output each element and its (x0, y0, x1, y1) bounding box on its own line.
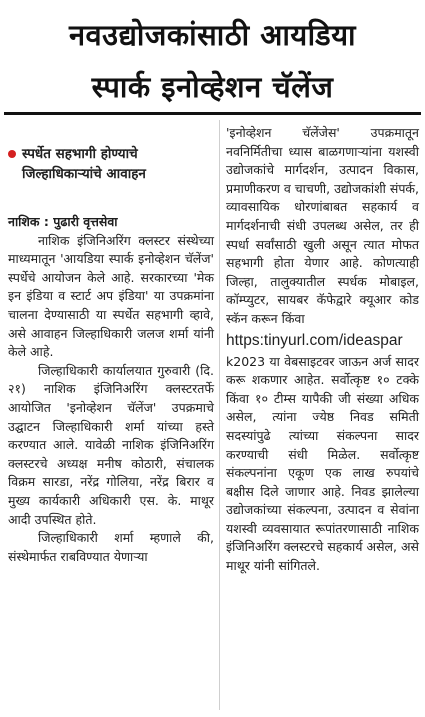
column-divider (219, 120, 220, 710)
right-paragraph-1: 'इनोव्हेशन चॅलेंजेस' उपक्रमातून नवनिर्मितीचा ध्यास बाळगणाऱ्यांना यशस्वी उद्योजकांचे मार्गदर्शन, उत्पादन विकास, प्रमाणीकरण व चाचणी, उद्योजकांशी संपर्क, व्यावसायिक धोरणांबाबत सहकार्य व मार्गदर्शनाची संधी उपलब्ध असेल, तर ही स्पर्धा सर्वांसाठी खुली असून त्यात मोफत सहभागी होता येणार आहे. कोणत्याही जिल्हा, तालुक्यातील स्पर्धक मोबाइल, कॉम्प्युटर, सायबर कॅफेद्वारे क्यूआर कोड स्कॅन करून किंवा (226, 125, 419, 326)
subheading-line-1: स्पर्धेत सहभागी होण्याचे (22, 146, 138, 162)
left-paragraph-1: नाशिक इंजिनिअरिंग क्लस्टर संस्थेच्या माध्यमातून 'आयडिया स्पार्क इनोव्हेशन चॅलेंज' स्पर्धेचे आयोजन केले आहे. सरकारच्या 'मेक इन इंडिया व स्टार्ट अप इंडिया' या उपक्रमांना चालना देण्यासाठी या स्पर्धेत सहभागी व्हावे, असे आवाहन जिल्हाधिकारी जलज शर्मा यांनी केले आहे. (8, 232, 214, 360)
subheading-line-2: जिल्हाधिकाऱ्यांचे आवाहन (22, 166, 146, 182)
left-paragraph-2: जिल्हाधिकारी कार्यालयात गुरुवारी (दि. २१) नाशिक इंजिनिअरिंग क्लस्टरतर्फे आयोजित 'इनोव्हेशन चॅलेंज' उपक्रमाचे उद्घाटन जिल्हाधिकारी शर्मा यांच्या हस्ते करण्यात आले. यावेळी नाशिक इंजिनिअरिंग क्लस्टरचे अध्यक्ष मनीष कोठारी, संचालक विक्रम सारडा, नरेंद्र गोलिया, नरेंद्र बिरार व मुख्य कार्यकारी अधिकारी एस. के. माथूर आदी उपस्थित होते. (8, 362, 214, 527)
headline-line-2: स्पार्क इनोव्हेशन चॅलेंज (91, 70, 334, 104)
headline-rule (4, 112, 421, 115)
subheading (8, 144, 213, 184)
article-left-column (8, 213, 214, 566)
dateline: नाशिक : पुढारी वृत्तसेवा (8, 214, 118, 229)
headline-line-1: नवउद्योजकांसाठी आयडिया (68, 18, 357, 52)
right-paragraph-2: k2023 या वेबसाइटवर जाऊन अर्ज सादर करू शकणार आहेत. सर्वोत्कृष्ट १० टक्के किंवा १० टीम्स यापैकी जी संख्या अधिक असेल, त्यांना ज्येष्ठ निवड समिती सदस्यांपुढे त्यांच्या संकल्पना सादर करण्याची संधी मिळेल. सर्वोत्कृष्ट संकल्पनांना एकूण एक लाख रुपयांचे बक्षीस दिले जाणार आहे. निवड झालेल्या उद्योजकांच्या संकल्पना, उत्पादन व सेवांना यशस्वी व्यवसायात रूपांतरणासाठी नाशिक इंजिनिअरिंग क्लस्टरचे सहकार्य असेल, असे माथूर यांनी सांगितले. (226, 353, 419, 574)
bullet-icon (8, 150, 16, 158)
registration-url: https:tinyurl.com/ideaspar (226, 331, 403, 349)
left-paragraph-3: जिल्हाधिकारी शर्मा म्हणाले की, संस्थेमार्फत राबविण्यात येणाऱ्या (8, 530, 214, 564)
article-right-column (226, 124, 419, 576)
